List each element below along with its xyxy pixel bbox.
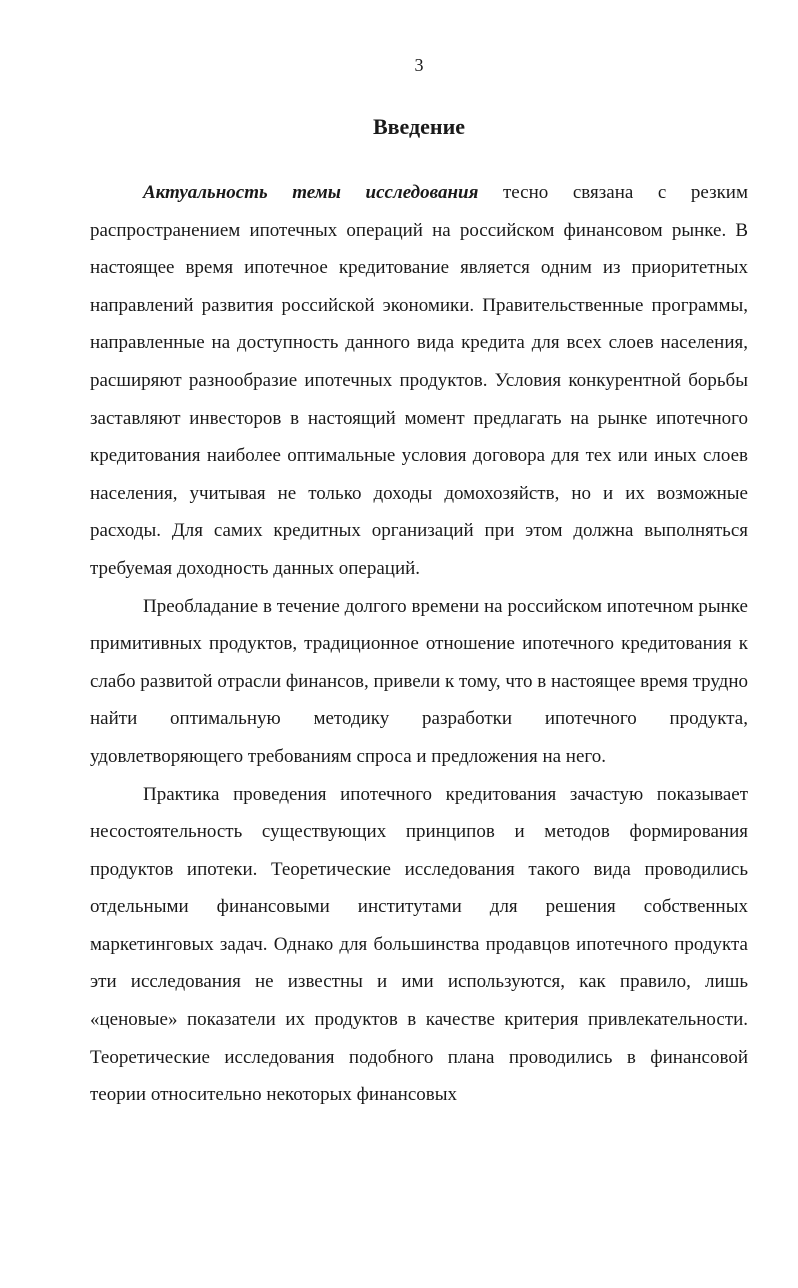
paragraph-market [90, 588, 748, 776]
paragraph-practice [90, 776, 748, 1114]
body-text [90, 174, 748, 1114]
paragraph-text: тесно связана с резким распространением ипотечных операций на российском финансовом рынке. В настоящее время ипотечное кредитование является одним из приоритетных направлений развития российской экономики. Правительственные программы, направленные на доступность данного вида кредита для всех слоев населения, расширяют разнообразие ипотечных продуктов. Условия конкурентной борьбы заставляют инвесторов в настоящий момент предлагать на рынке ипотечного кредитования наиболее оптимальные условия договора для тех или иных слоев населения, учитывая не только доходы домохозяйств, но и их возможные расходы. Для самих кредитных организаций при этом должна выполняться требуемая доходность данных операций. [90, 182, 748, 579]
paragraph-text: Преобладание в течение долгого времени на российском ипотечном рынке примитивных продуктов, традиционное отношение ипотечного кредитования к слабо развитой отрасли финансов, привели к тому, что в настоящее время трудно найти оптимальную методику разработки ипотечного продукта, удовлетворяющего требованиям спроса и предложения на него. [90, 595, 748, 767]
paragraph-text: Практика проведения ипотечного кредитования зачастую показывает несостоятельность существующих принципов и методов формирования продуктов ипотеки. Теоретические исследования такого вида проводились отдельными финансовыми институтами для решения собственных маркетинговых задач. Однако для большинства продавцов ипотечного продукта эти исследования не известны и ими используются, как правило, лишь «ценовые» показатели их продуктов в качестве критерия привлекательности. Теоретические исследования подобного плана проводились в финансовой теории относительно некоторых финансовых [90, 783, 748, 1106]
relevance-emphasis: Актуальность темы исследования [143, 182, 479, 203]
page-number: 3 [414, 55, 424, 75]
page-title: Введение [372, 114, 466, 139]
paragraph-relevance [90, 174, 748, 588]
